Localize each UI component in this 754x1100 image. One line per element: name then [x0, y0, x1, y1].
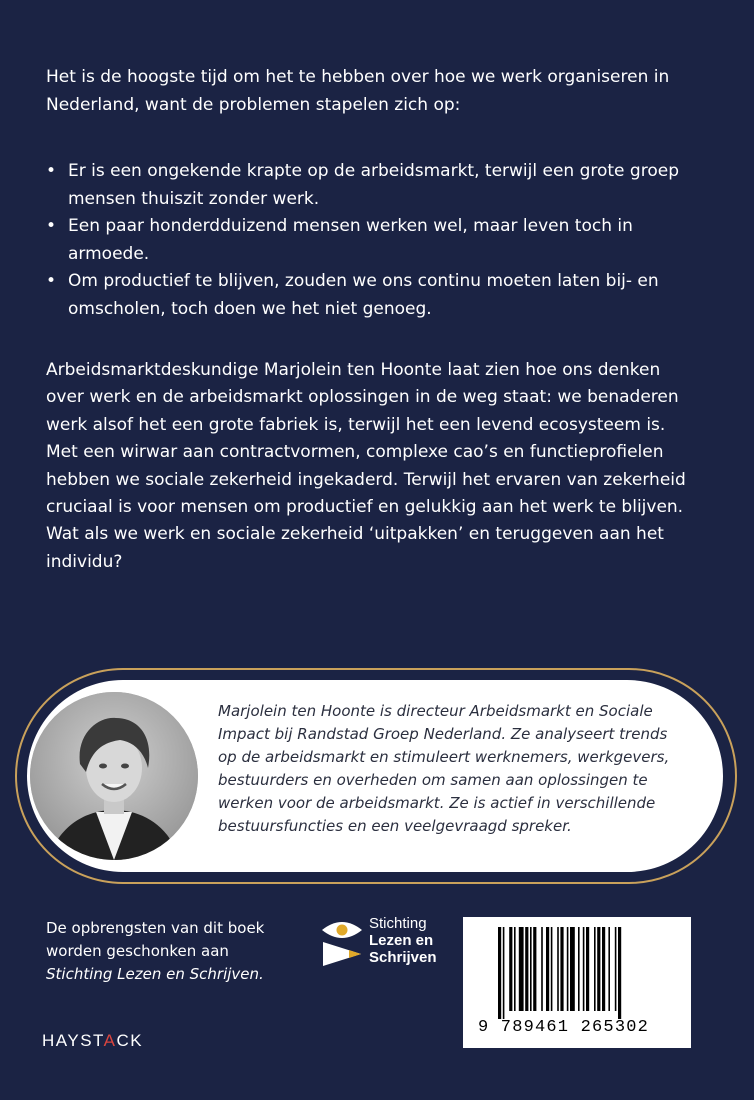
barcode-bar: [541, 927, 543, 1011]
barcode-bar: [594, 927, 596, 1011]
barcode-bar: [567, 927, 569, 1011]
barcode-bar: [560, 927, 563, 1011]
barcode-bar: [570, 927, 575, 1011]
donation-organisation: Stichting Lezen en Schrijven.: [46, 965, 264, 983]
bullet-marker: •: [46, 271, 57, 291]
list-item: [46, 268, 696, 323]
list-item: [46, 158, 696, 213]
main-paragraph: Arbeidsmarktdeskundige Marjolein ten Hoonte laat zien hoe ons denken over werk en de arbeidsmarkt oplossingen in de weg staat: we benaderen werk alsof het een grote fabriek is, terwijl het een levend ecosysteem is. Met een wirwar aan contractvormen, complexe cao’s en functieprofielen hebben we sociale zekerheid ingekaderd. Terwijl het ervaren van zekerheid cruciaal is voor mensen om productief en gelukkig aan het werk te blijven. Wat als we werk en sociale zekerheid ‘uitpakken’ en teruggeven aan het individu?: [46, 360, 686, 572]
barcode-bar: [498, 927, 501, 1019]
eye-pencil-icon: [321, 916, 363, 966]
barcode-bar: [530, 927, 532, 1011]
barcode-bar: [618, 927, 621, 1019]
author-portrait-illustration: [30, 692, 198, 860]
bullet-marker: •: [46, 161, 57, 181]
list-item: [46, 213, 696, 268]
barcode-bar: [615, 927, 617, 1011]
barcode-bar: [578, 927, 580, 1011]
barcode-bar: [533, 927, 536, 1011]
barcode-bar: [602, 927, 605, 1011]
barcode-bar: [503, 927, 505, 1019]
barcode-bar: [546, 927, 549, 1011]
barcode-bar: [597, 927, 600, 1011]
publisher-logo: [42, 1031, 143, 1051]
donation-note: [46, 917, 306, 986]
barcode-bar: [586, 927, 589, 1011]
barcode-bar: [525, 927, 528, 1011]
barcode-bar: [509, 927, 512, 1011]
donation-note-text: De opbrengsten van dit boek worden geschonken aan: [46, 919, 265, 960]
author-photo: [30, 692, 198, 860]
publisher-accent-letter: A: [103, 1031, 117, 1050]
barcode-bar: [557, 927, 559, 1011]
barcode-bar: [608, 927, 610, 1011]
barcode-bar: [519, 927, 524, 1011]
problem-list: [46, 158, 696, 323]
charity-logo-line1: Stichting: [369, 915, 427, 932]
bullet-text: Om productief te blijven, zouden we ons continu moeten laten bij- en omscholen, toch doen we het niet genoeg.: [68, 271, 659, 319]
author-bio: Marjolein ten Hoonte is directeur Arbeidsmarkt en Sociale Impact bij Randstad Groep Nederland. Ze analyseert trends op de arbeidsmarkt en stimuleert werknemers, werkgevers, bestuurders en overheden om samen aan oplossingen te werken voor de arbeidsmarkt. Ze is actief in verschillende bestuursfuncties en een veelgevraagd spreker.: [218, 702, 670, 835]
barcode-bar: [551, 927, 553, 1011]
publisher-name-part1: HAYST: [42, 1031, 104, 1050]
barcode-bar: [583, 927, 585, 1011]
bullet-text: Er is een ongekende krapte op de arbeidsmarkt, terwijl een grote groep mensen thuiszit zonder werk.: [68, 161, 679, 209]
charity-logo-line2: Lezen en: [369, 932, 434, 949]
barcode-bar: [514, 927, 516, 1011]
barcode-graphic: [498, 927, 668, 1019]
intro-paragraph: Het is de hoogste tijd om het te hebben over hoe we werk organiseren in Nederland, want de problemen stapelen zich op:: [46, 67, 670, 115]
charity-logo-line3: Schrijven: [369, 949, 437, 966]
publisher-name-part2: CK: [116, 1031, 144, 1050]
isbn-number: 9 789461 265302: [478, 1018, 650, 1037]
bullet-marker: •: [46, 216, 57, 236]
bullet-text: Een paar honderdduizend mensen werken wel, maar leven toch in armoede.: [68, 216, 633, 264]
